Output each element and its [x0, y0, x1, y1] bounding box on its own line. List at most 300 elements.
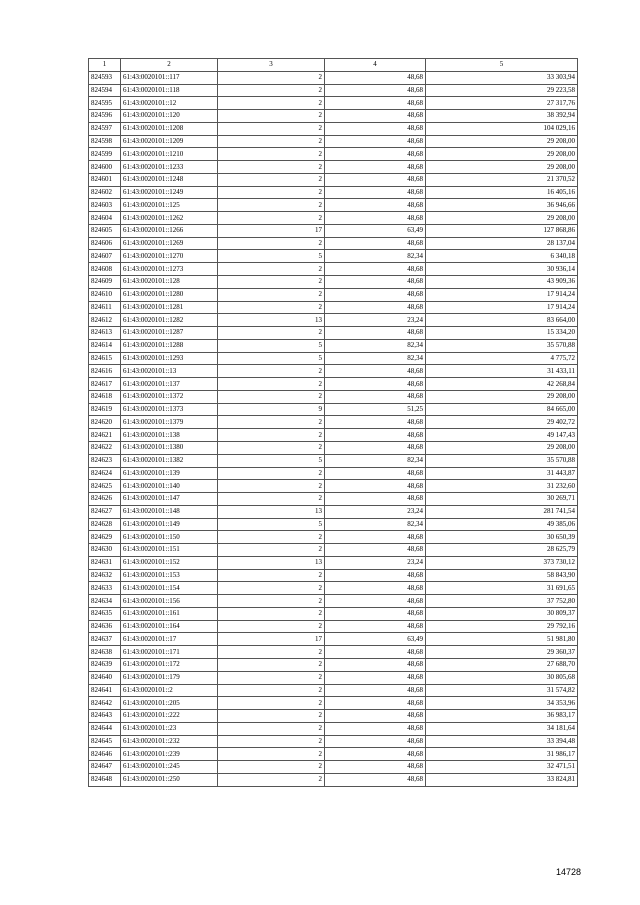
table-row [89, 378, 578, 391]
col5-cell: 29 208,00 [426, 161, 578, 174]
row-number-cell: 824605 [89, 224, 121, 237]
cadastral-number-cell: 61:43:0020101::1262 [121, 212, 218, 225]
col3-cell: 2 [218, 710, 325, 723]
col3-cell: 2 [218, 84, 325, 97]
row-number-cell: 824648 [89, 773, 121, 786]
col5-cell: 35 570,88 [426, 339, 578, 352]
col4-cell: 48,68 [325, 173, 426, 186]
column-header: 4 [325, 59, 426, 72]
col5-cell: 38 392,94 [426, 110, 578, 123]
cadastral-number-cell: 61:43:0020101::1293 [121, 352, 218, 365]
col4-cell: 48,68 [325, 378, 426, 391]
col4-cell: 48,68 [325, 212, 426, 225]
col5-cell: 49 147,43 [426, 429, 578, 442]
cadastral-number-cell: 61:43:0020101::1248 [121, 173, 218, 186]
row-number-cell: 824635 [89, 607, 121, 620]
table-row [89, 773, 578, 786]
cadastral-number-cell: 61:43:0020101::137 [121, 378, 218, 391]
cadastral-number-cell: 61:43:0020101::232 [121, 735, 218, 748]
cadastral-number-cell: 61:43:0020101::245 [121, 761, 218, 774]
table-row [89, 633, 578, 646]
table-row [89, 441, 578, 454]
col4-cell: 48,68 [325, 467, 426, 480]
row-number-cell: 824627 [89, 505, 121, 518]
table-row [89, 263, 578, 276]
table-row [89, 722, 578, 735]
col5-cell: 28 625,79 [426, 544, 578, 557]
row-number-cell: 824639 [89, 658, 121, 671]
col3-cell: 2 [218, 620, 325, 633]
cadastral-number-cell: 61:43:0020101::117 [121, 71, 218, 84]
row-number-cell: 824593 [89, 71, 121, 84]
row-number-cell: 824622 [89, 441, 121, 454]
col4-cell: 48,68 [325, 97, 426, 110]
col5-cell: 37 752,80 [426, 595, 578, 608]
table-row [89, 658, 578, 671]
row-number-cell: 824615 [89, 352, 121, 365]
col5-cell: 36 946,66 [426, 199, 578, 212]
table-row [89, 761, 578, 774]
row-number-cell: 824632 [89, 569, 121, 582]
table-row [89, 748, 578, 761]
cadastral-number-cell: 61:43:0020101::1209 [121, 135, 218, 148]
col4-cell: 63,49 [325, 633, 426, 646]
table-row [89, 186, 578, 199]
table-row [89, 97, 578, 110]
col3-cell: 2 [218, 595, 325, 608]
cadastral-number-cell: 61:43:0020101::118 [121, 84, 218, 97]
cadastral-number-cell: 61:43:0020101::147 [121, 493, 218, 506]
table-row [89, 110, 578, 123]
table-row [89, 646, 578, 659]
col4-cell: 48,68 [325, 671, 426, 684]
col4-cell: 82,34 [325, 352, 426, 365]
row-number-cell: 824602 [89, 186, 121, 199]
row-number-cell: 824625 [89, 480, 121, 493]
row-number-cell: 824629 [89, 531, 121, 544]
col3-cell: 2 [218, 263, 325, 276]
table-row [89, 671, 578, 684]
cadastral-number-cell: 61:43:0020101::12 [121, 97, 218, 110]
table-row [89, 697, 578, 710]
row-number-cell: 824613 [89, 327, 121, 340]
col5-cell: 29 208,00 [426, 148, 578, 161]
cadastral-number-cell: 61:43:0020101::13 [121, 365, 218, 378]
row-number-cell: 824633 [89, 582, 121, 595]
table-row [89, 607, 578, 620]
col4-cell: 48,68 [325, 441, 426, 454]
col4-cell: 48,68 [325, 199, 426, 212]
cadastral-number-cell: 61:43:0020101::1270 [121, 250, 218, 263]
table-row [89, 199, 578, 212]
col4-cell: 48,68 [325, 595, 426, 608]
col4-cell: 48,68 [325, 416, 426, 429]
cadastral-number-cell: 61:43:0020101::1273 [121, 263, 218, 276]
cadastral-number-cell: 61:43:0020101::239 [121, 748, 218, 761]
col5-cell: 27 317,76 [426, 97, 578, 110]
col5-cell: 373 730,12 [426, 556, 578, 569]
col3-cell: 5 [218, 339, 325, 352]
col3-cell: 2 [218, 365, 325, 378]
col5-cell: 31 232,60 [426, 480, 578, 493]
col5-cell: 29 402,72 [426, 416, 578, 429]
col5-cell: 4 775,72 [426, 352, 578, 365]
col4-cell: 48,68 [325, 710, 426, 723]
col4-cell: 48,68 [325, 84, 426, 97]
col4-cell: 82,34 [325, 454, 426, 467]
cadastral-number-cell: 61:43:0020101::151 [121, 544, 218, 557]
col3-cell: 2 [218, 531, 325, 544]
col5-cell: 31 433,11 [426, 365, 578, 378]
row-number-cell: 824599 [89, 148, 121, 161]
row-number-cell: 824598 [89, 135, 121, 148]
row-number-cell: 824597 [89, 122, 121, 135]
cadastral-number-cell: 61:43:0020101::152 [121, 556, 218, 569]
col4-cell: 48,68 [325, 365, 426, 378]
row-number-cell: 824618 [89, 390, 121, 403]
col3-cell: 2 [218, 390, 325, 403]
row-number-cell: 824640 [89, 671, 121, 684]
col4-cell: 48,68 [325, 429, 426, 442]
table-row [89, 224, 578, 237]
page-number: 14728 [556, 867, 582, 877]
row-number-cell: 824616 [89, 365, 121, 378]
col4-cell: 48,68 [325, 697, 426, 710]
cadastral-number-cell: 61:43:0020101::1373 [121, 403, 218, 416]
cadastral-number-cell: 61:43:0020101::1282 [121, 314, 218, 327]
col3-cell: 2 [218, 684, 325, 697]
col4-cell: 48,68 [325, 237, 426, 250]
row-number-cell: 824600 [89, 161, 121, 174]
col5-cell: 43 909,36 [426, 276, 578, 289]
cadastral-number-cell: 61:43:0020101::161 [121, 607, 218, 620]
table-row [89, 288, 578, 301]
col3-cell: 2 [218, 110, 325, 123]
cadastral-number-cell: 61:43:0020101::179 [121, 671, 218, 684]
col4-cell: 48,68 [325, 148, 426, 161]
row-number-cell: 824608 [89, 263, 121, 276]
row-number-cell: 824619 [89, 403, 121, 416]
table-row [89, 544, 578, 557]
col5-cell: 33 824,81 [426, 773, 578, 786]
col4-cell: 48,68 [325, 186, 426, 199]
col5-cell: 33 394,48 [426, 735, 578, 748]
col4-cell: 23,24 [325, 556, 426, 569]
cadastral-number-cell: 61:43:0020101::17 [121, 633, 218, 646]
row-number-cell: 824594 [89, 84, 121, 97]
col5-cell: 6 340,18 [426, 250, 578, 263]
col4-cell: 48,68 [325, 761, 426, 774]
cadastral-number-cell: 61:43:0020101::1249 [121, 186, 218, 199]
cadastral-number-cell: 61:43:0020101::153 [121, 569, 218, 582]
row-number-cell: 824638 [89, 646, 121, 659]
cadastral-number-cell: 61:43:0020101::1372 [121, 390, 218, 403]
col5-cell: 51 981,80 [426, 633, 578, 646]
table-row [89, 250, 578, 263]
table-row [89, 390, 578, 403]
col4-cell: 48,68 [325, 122, 426, 135]
col3-cell: 2 [218, 761, 325, 774]
col4-cell: 48,68 [325, 607, 426, 620]
cadastral-number-cell: 61:43:0020101::140 [121, 480, 218, 493]
table-row [89, 416, 578, 429]
row-number-cell: 824645 [89, 735, 121, 748]
table-row [89, 429, 578, 442]
col3-cell: 2 [218, 97, 325, 110]
row-number-cell: 824609 [89, 276, 121, 289]
cadastral-number-cell: 61:43:0020101::1208 [121, 122, 218, 135]
col4-cell: 48,68 [325, 493, 426, 506]
col3-cell: 9 [218, 403, 325, 416]
table-row [89, 518, 578, 531]
table-row [89, 161, 578, 174]
row-number-cell: 824603 [89, 199, 121, 212]
column-header: 3 [218, 59, 325, 72]
col4-cell: 48,68 [325, 71, 426, 84]
table-row [89, 212, 578, 225]
cadastral-number-cell: 61:43:0020101::150 [121, 531, 218, 544]
col5-cell: 16 405,16 [426, 186, 578, 199]
col3-cell: 2 [218, 429, 325, 442]
col5-cell: 30 269,71 [426, 493, 578, 506]
row-number-cell: 824631 [89, 556, 121, 569]
table-row [89, 365, 578, 378]
col3-cell: 2 [218, 327, 325, 340]
cadastral-number-cell: 61:43:0020101::164 [121, 620, 218, 633]
col4-cell: 48,68 [325, 582, 426, 595]
col3-cell: 2 [218, 237, 325, 250]
col4-cell: 48,68 [325, 748, 426, 761]
row-number-cell: 824636 [89, 620, 121, 633]
row-number-cell: 824607 [89, 250, 121, 263]
cadastral-number-cell: 61:43:0020101::1266 [121, 224, 218, 237]
col5-cell: 30 809,37 [426, 607, 578, 620]
table-row [89, 595, 578, 608]
cadastral-number-cell: 61:43:0020101::23 [121, 722, 218, 735]
col5-cell: 31 986,17 [426, 748, 578, 761]
col4-cell: 48,68 [325, 684, 426, 697]
col3-cell: 2 [218, 199, 325, 212]
cadastral-number-cell: 61:43:0020101::1281 [121, 301, 218, 314]
col5-cell: 31 443,87 [426, 467, 578, 480]
col4-cell: 48,68 [325, 301, 426, 314]
col3-cell: 17 [218, 633, 325, 646]
table-row [89, 301, 578, 314]
col3-cell: 2 [218, 607, 325, 620]
cadastral-number-cell: 61:43:0020101::1233 [121, 161, 218, 174]
col4-cell: 23,24 [325, 505, 426, 518]
col5-cell: 42 268,84 [426, 378, 578, 391]
col3-cell: 2 [218, 569, 325, 582]
col3-cell: 2 [218, 301, 325, 314]
col5-cell: 29 360,37 [426, 646, 578, 659]
table-row [89, 467, 578, 480]
row-number-cell: 824628 [89, 518, 121, 531]
table-row [89, 276, 578, 289]
row-number-cell: 824623 [89, 454, 121, 467]
table-row [89, 454, 578, 467]
row-number-cell: 824611 [89, 301, 121, 314]
table-row [89, 710, 578, 723]
col5-cell: 34 353,96 [426, 697, 578, 710]
col3-cell: 2 [218, 173, 325, 186]
table-row [89, 735, 578, 748]
col3-cell: 5 [218, 518, 325, 531]
row-number-cell: 824595 [89, 97, 121, 110]
cadastral-number-cell: 61:43:0020101::222 [121, 710, 218, 723]
col4-cell: 48,68 [325, 276, 426, 289]
col5-cell: 33 303,94 [426, 71, 578, 84]
col5-cell: 30 936,14 [426, 263, 578, 276]
table-row [89, 122, 578, 135]
col5-cell: 36 983,17 [426, 710, 578, 723]
column-header: 5 [426, 59, 578, 72]
col4-cell: 48,68 [325, 735, 426, 748]
col3-cell: 2 [218, 697, 325, 710]
col5-cell: 35 570,88 [426, 454, 578, 467]
col3-cell: 2 [218, 148, 325, 161]
cadastral-number-cell: 61:43:0020101::156 [121, 595, 218, 608]
col3-cell: 13 [218, 556, 325, 569]
col4-cell: 48,68 [325, 658, 426, 671]
col4-cell: 48,68 [325, 135, 426, 148]
col4-cell: 48,68 [325, 544, 426, 557]
col4-cell: 48,68 [325, 773, 426, 786]
table-row [89, 620, 578, 633]
table-row [89, 352, 578, 365]
col3-cell: 2 [218, 748, 325, 761]
table-row [89, 327, 578, 340]
cadastral-number-cell: 61:43:0020101::1280 [121, 288, 218, 301]
col4-cell: 48,68 [325, 288, 426, 301]
col5-cell: 28 137,04 [426, 237, 578, 250]
col5-cell: 104 029,16 [426, 122, 578, 135]
cadastral-number-cell: 61:43:0020101::1269 [121, 237, 218, 250]
row-number-cell: 824621 [89, 429, 121, 442]
row-number-cell: 824617 [89, 378, 121, 391]
col5-cell: 49 385,06 [426, 518, 578, 531]
header-row [89, 59, 578, 72]
cadastral-number-cell: 61:43:0020101::139 [121, 467, 218, 480]
col4-cell: 82,34 [325, 518, 426, 531]
col3-cell: 2 [218, 735, 325, 748]
table-row [89, 684, 578, 697]
col5-cell: 29 208,00 [426, 441, 578, 454]
row-number-cell: 824641 [89, 684, 121, 697]
col5-cell: 29 792,16 [426, 620, 578, 633]
col5-cell: 27 688,70 [426, 658, 578, 671]
cadastral-number-cell: 61:43:0020101::1210 [121, 148, 218, 161]
registry-table [88, 58, 578, 787]
table-row [89, 314, 578, 327]
row-number-cell: 824643 [89, 710, 121, 723]
col5-cell: 30 805,68 [426, 671, 578, 684]
cadastral-number-cell: 61:43:0020101::128 [121, 276, 218, 289]
col3-cell: 2 [218, 378, 325, 391]
col3-cell: 2 [218, 288, 325, 301]
col3-cell: 17 [218, 224, 325, 237]
col4-cell: 48,68 [325, 620, 426, 633]
row-number-cell: 824624 [89, 467, 121, 480]
row-number-cell: 824610 [89, 288, 121, 301]
row-number-cell: 824644 [89, 722, 121, 735]
col3-cell: 5 [218, 352, 325, 365]
row-number-cell: 824604 [89, 212, 121, 225]
table-row [89, 493, 578, 506]
row-number-cell: 824637 [89, 633, 121, 646]
col3-cell: 2 [218, 122, 325, 135]
col4-cell: 63,49 [325, 224, 426, 237]
row-number-cell: 824620 [89, 416, 121, 429]
col3-cell: 2 [218, 582, 325, 595]
row-number-cell: 824647 [89, 761, 121, 774]
col5-cell: 32 471,51 [426, 761, 578, 774]
col3-cell: 5 [218, 454, 325, 467]
col5-cell: 31 574,82 [426, 684, 578, 697]
col5-cell: 15 334,20 [426, 327, 578, 340]
col3-cell: 2 [218, 276, 325, 289]
col3-cell: 2 [218, 493, 325, 506]
column-header: 1 [89, 59, 121, 72]
row-number-cell: 824642 [89, 697, 121, 710]
col5-cell: 127 868,86 [426, 224, 578, 237]
cadastral-number-cell: 61:43:0020101::125 [121, 199, 218, 212]
col5-cell: 17 914,24 [426, 288, 578, 301]
col4-cell: 48,68 [325, 531, 426, 544]
col5-cell: 58 843,90 [426, 569, 578, 582]
col3-cell: 13 [218, 314, 325, 327]
col4-cell: 23,24 [325, 314, 426, 327]
cadastral-number-cell: 61:43:0020101::1379 [121, 416, 218, 429]
column-header: 2 [121, 59, 218, 72]
table-row [89, 135, 578, 148]
table-row [89, 556, 578, 569]
col3-cell: 2 [218, 161, 325, 174]
col5-cell: 281 741,54 [426, 505, 578, 518]
cadastral-number-cell: 61:43:0020101::250 [121, 773, 218, 786]
cadastral-number-cell: 61:43:0020101::154 [121, 582, 218, 595]
table-row [89, 148, 578, 161]
col3-cell: 2 [218, 212, 325, 225]
col5-cell: 30 650,39 [426, 531, 578, 544]
table-row [89, 569, 578, 582]
col4-cell: 48,68 [325, 110, 426, 123]
col3-cell: 2 [218, 646, 325, 659]
table-row [89, 173, 578, 186]
table-row [89, 531, 578, 544]
col4-cell: 48,68 [325, 480, 426, 493]
row-number-cell: 824626 [89, 493, 121, 506]
col4-cell: 82,34 [325, 339, 426, 352]
table-row [89, 339, 578, 352]
cadastral-number-cell: 61:43:0020101::205 [121, 697, 218, 710]
cadastral-number-cell: 61:43:0020101::1287 [121, 327, 218, 340]
row-number-cell: 824601 [89, 173, 121, 186]
col4-cell: 48,68 [325, 161, 426, 174]
col5-cell: 34 181,64 [426, 722, 578, 735]
col5-cell: 83 664,00 [426, 314, 578, 327]
table-row [89, 237, 578, 250]
cadastral-number-cell: 61:43:0020101::148 [121, 505, 218, 518]
col5-cell: 29 208,00 [426, 212, 578, 225]
col5-cell: 29 223,58 [426, 84, 578, 97]
cadastral-number-cell: 61:43:0020101::1288 [121, 339, 218, 352]
cadastral-number-cell: 61:43:0020101::171 [121, 646, 218, 659]
cadastral-number-cell: 61:43:0020101::2 [121, 684, 218, 697]
col3-cell: 2 [218, 135, 325, 148]
row-number-cell: 824614 [89, 339, 121, 352]
cadastral-number-cell: 61:43:0020101::149 [121, 518, 218, 531]
